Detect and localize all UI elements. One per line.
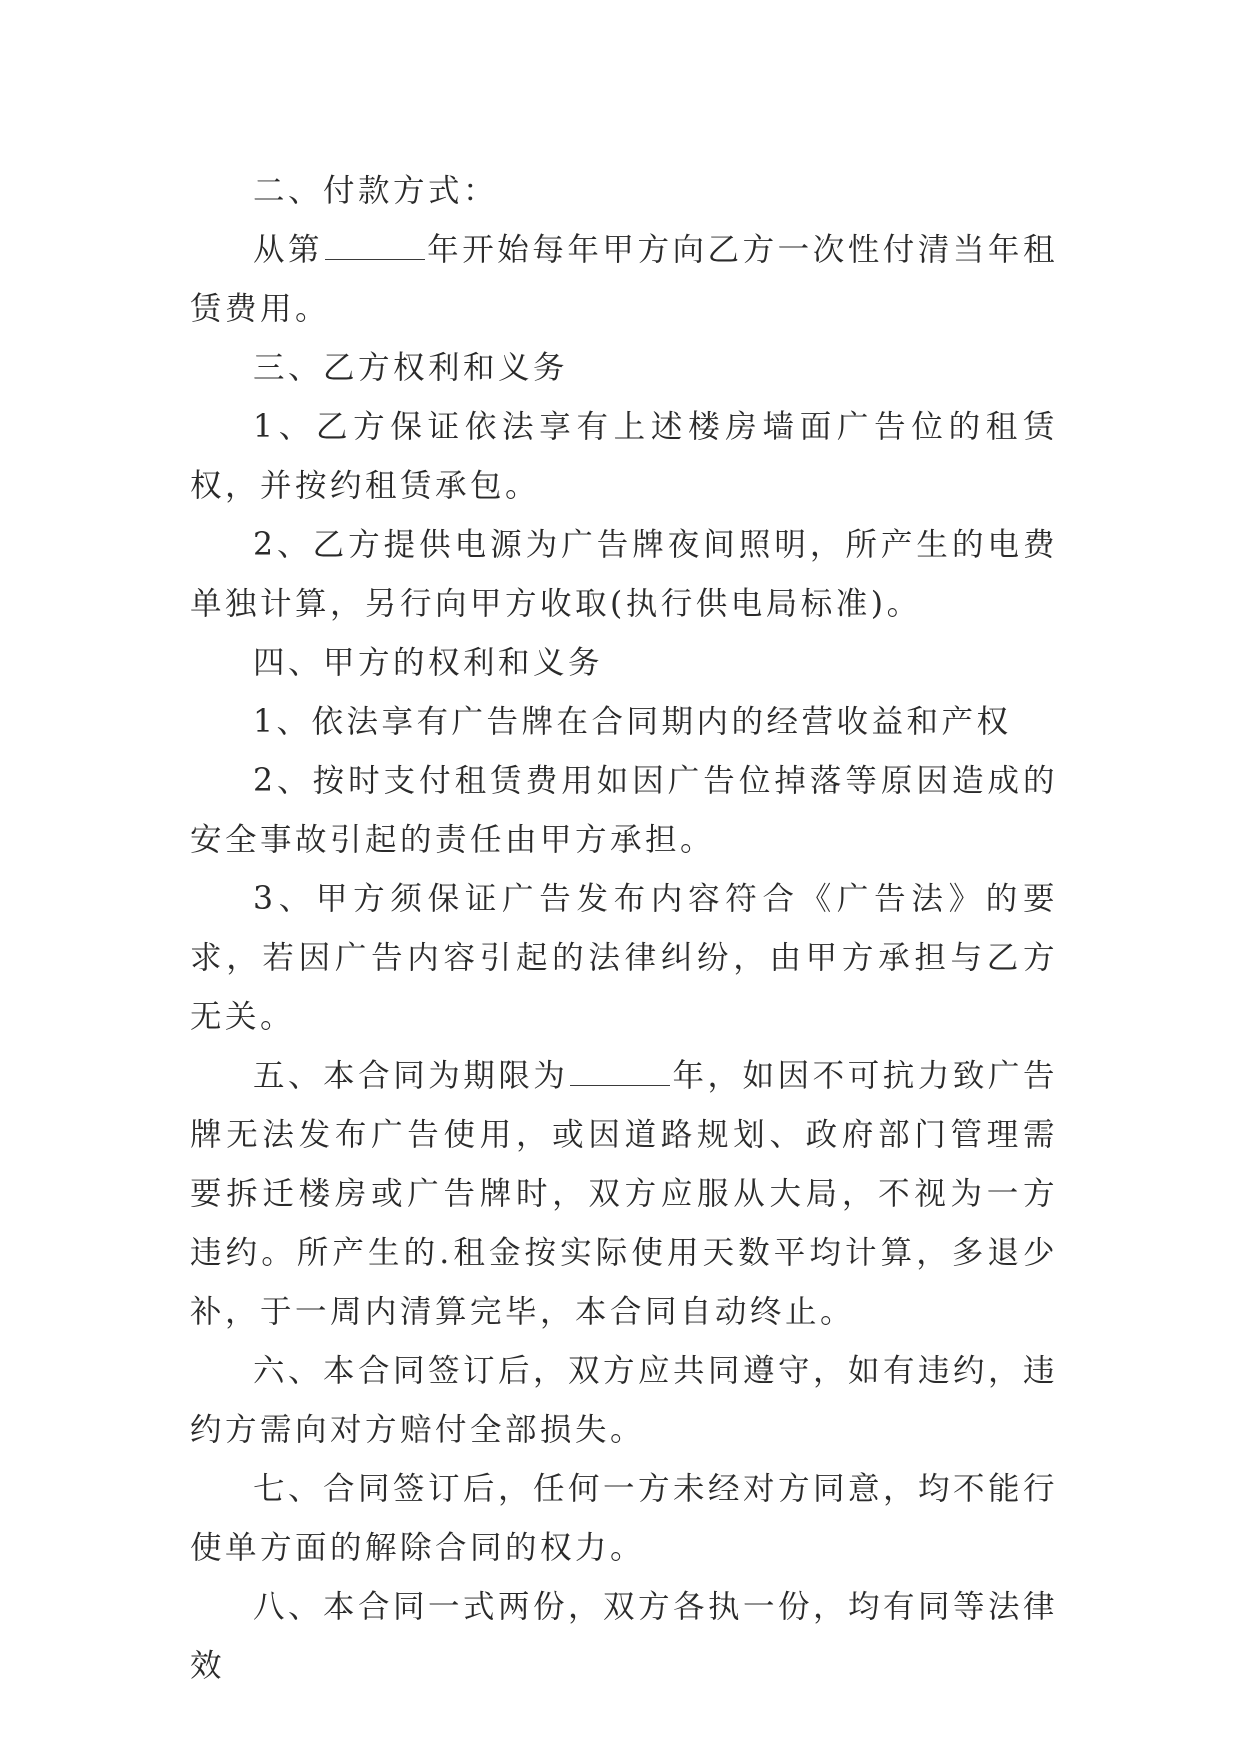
payment-clause [190, 221, 1058, 339]
party-a-clause-3: 3、甲方须保证广告发布内容符合《广告法》的要求，若因广告内容引起的法律纠纷，由甲方承担与乙方无关。 [190, 881, 1058, 1035]
blank-start-year-field [325, 233, 425, 260]
payment-clause-end: 年开始每年甲方向乙方一次性付清当年租赁费用。 [190, 232, 1058, 327]
document-body [190, 162, 1058, 1696]
section-heading-party-a: 四、甲方的权利和义务 [253, 645, 604, 681]
section-heading-payment: 二、付款方式： [253, 173, 499, 209]
party-b-clause-2: 2、乙方提供电源为广告牌夜间照明，所产生的电费单独计算，另行向甲方收取(执行供电局标准)。 [190, 527, 1058, 622]
section-heading-party-b: 三、乙方权利和义务 [253, 350, 569, 386]
clause-six: 六、本合同签订后，双方应共同遵守，如有违约，违约方需向对方赔付全部损失。 [190, 1353, 1059, 1448]
payment-clause-start: 从第 [253, 232, 324, 268]
clause-eight: 八、本合同一式两份，双方各执一份，均有同等法律效 [190, 1589, 1059, 1684]
term-clause-start: 五、本合同为期限为 [253, 1058, 569, 1094]
clause-seven: 七、合同签订后，任何一方未经对方同意，均不能行使单方面的解除合同的权力。 [190, 1471, 1059, 1566]
party-a-clause-1: 1、依法享有广告牌在合同期内的经营收益和产权 [253, 704, 1012, 740]
term-clause [190, 1047, 1058, 1342]
blank-term-years-field [570, 1059, 670, 1086]
term-clause-end: 年，如因不可抗力致广告牌无法发布广告使用，或因道路规划、政府部门管理需要拆迁楼房或广告牌时，双方应服从大局，不视为一方违约。所产生的.租金按实际使用天数平均计算，多退少补，于一周内清算完毕，本合同自动终止。 [190, 1058, 1058, 1330]
party-a-clause-2: 2、按时支付租赁费用如因广告位掉落等原因造成的安全事故引起的责任由甲方承担。 [190, 763, 1058, 858]
party-b-clause-1: 1、乙方保证依法享有上述楼房墙面广告位的租赁权，并按约租赁承包。 [190, 409, 1058, 504]
